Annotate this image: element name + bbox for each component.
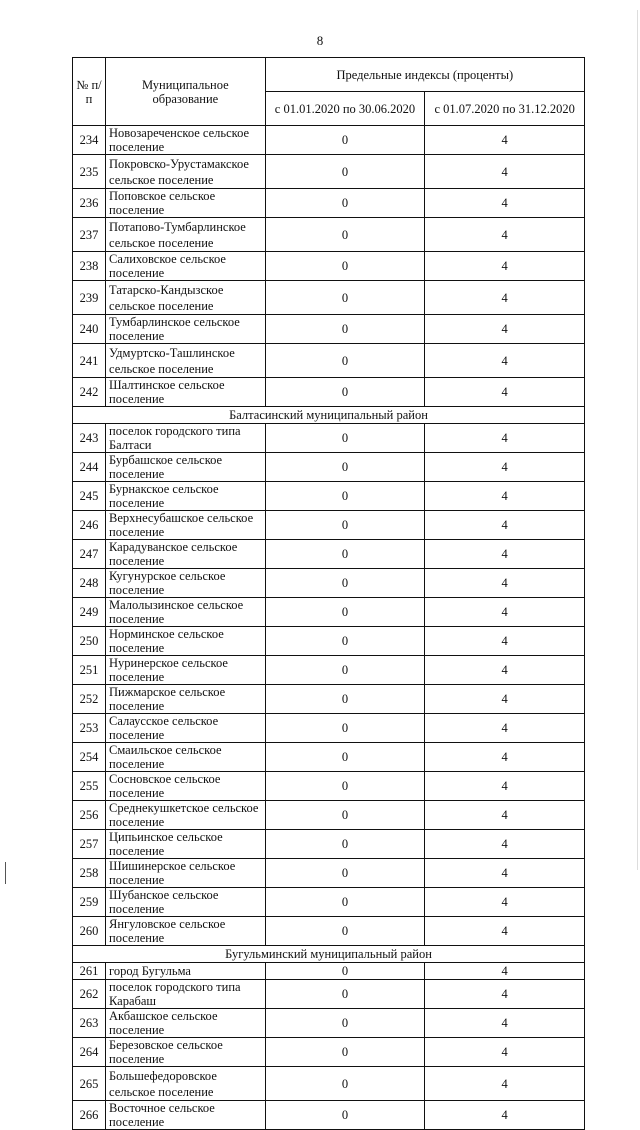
municipality-name: Смаильское сельское поселение: [106, 743, 266, 772]
row-number: 244: [73, 453, 106, 482]
index-period-1: 0: [265, 859, 425, 888]
municipality-name: Среднекушкетское сельское поселение: [106, 801, 266, 830]
municipality-name: Кугунурское сельское поселение: [106, 569, 266, 598]
table-row: [73, 743, 585, 772]
table-row: [73, 888, 585, 917]
index-period-1: 0: [265, 218, 425, 252]
municipality-name: Покровско-Урустамакское сельское поселение: [106, 155, 266, 189]
index-period-2: 4: [425, 1009, 585, 1038]
index-period-1: 0: [265, 126, 425, 155]
index-period-1: 0: [265, 252, 425, 281]
index-period-1: 0: [265, 772, 425, 801]
row-number: 241: [73, 344, 106, 378]
table-row: [73, 772, 585, 801]
index-period-2: 4: [425, 1101, 585, 1130]
row-number: 261: [73, 963, 106, 980]
table-row: [73, 1038, 585, 1067]
row-number: 251: [73, 656, 106, 685]
index-period-2: 4: [425, 598, 585, 627]
table-row: [73, 344, 585, 378]
index-period-1: 0: [265, 189, 425, 218]
row-number: 234: [73, 126, 106, 155]
row-number: 239: [73, 281, 106, 315]
municipality-name: Нуринерское сельское поселение: [106, 656, 266, 685]
index-period-2: 4: [425, 540, 585, 569]
index-period-1: 0: [265, 315, 425, 344]
index-period-2: 4: [425, 980, 585, 1009]
table-row: [73, 453, 585, 482]
index-period-2: 4: [425, 1038, 585, 1067]
municipality-name: Салаусское сельское поселение: [106, 714, 266, 743]
index-period-2: 4: [425, 963, 585, 980]
index-period-1: 0: [265, 714, 425, 743]
index-period-1: 0: [265, 917, 425, 946]
row-number: 266: [73, 1101, 106, 1130]
table-row: [73, 627, 585, 656]
table-row: [73, 126, 585, 155]
header-number: № п/п: [73, 58, 106, 126]
index-period-2: 4: [425, 511, 585, 540]
index-period-1: 0: [265, 980, 425, 1009]
municipality-name: Бурнакское сельское поселение: [106, 482, 266, 511]
index-period-1: 0: [265, 344, 425, 378]
index-period-1: 0: [265, 453, 425, 482]
index-period-2: 4: [425, 218, 585, 252]
index-period-2: 4: [425, 252, 585, 281]
row-number: 254: [73, 743, 106, 772]
table-row: [73, 218, 585, 252]
row-number: 259: [73, 888, 106, 917]
district-row: [73, 407, 585, 424]
row-number: 265: [73, 1067, 106, 1101]
row-number: 257: [73, 830, 106, 859]
row-number: 255: [73, 772, 106, 801]
district-title: Балтасинский муниципальный район: [73, 407, 585, 424]
page-number: 8: [316, 33, 324, 48]
municipality-name: Норминское сельское поселение: [106, 627, 266, 656]
table-row: [73, 830, 585, 859]
municipality-name: Поповское сельское поселение: [106, 189, 266, 218]
row-number: 237: [73, 218, 106, 252]
table-row: [73, 963, 585, 980]
municipality-name: поселок городского типа Балтаси: [106, 424, 266, 453]
table-row: [73, 281, 585, 315]
index-period-2: 4: [425, 344, 585, 378]
index-period-1: 0: [265, 685, 425, 714]
municipality-name: Акбашское сельское поселение: [106, 1009, 266, 1038]
municipality-name: Татарско-Кандызское сельское поселение: [106, 281, 266, 315]
municipality-name: Карадуванское сельское поселение: [106, 540, 266, 569]
index-period-1: 0: [265, 511, 425, 540]
row-number: 248: [73, 569, 106, 598]
municipality-name: поселок городского типа Карабаш: [106, 980, 266, 1009]
table-row: [73, 1009, 585, 1038]
index-period-1: 0: [265, 1038, 425, 1067]
municipality-name: Березовское сельское поселение: [106, 1038, 266, 1067]
table-row: [73, 656, 585, 685]
table-row: [73, 511, 585, 540]
table-row: [73, 801, 585, 830]
table-row: [73, 980, 585, 1009]
row-number: 264: [73, 1038, 106, 1067]
municipality-name: Удмуртско-Ташлинское сельское поселение: [106, 344, 266, 378]
index-period-1: 0: [265, 656, 425, 685]
index-period-2: 4: [425, 627, 585, 656]
row-number: 246: [73, 511, 106, 540]
index-period-1: 0: [265, 1067, 425, 1101]
index-period-2: 4: [425, 315, 585, 344]
table-row: [73, 917, 585, 946]
scan-artifact: [5, 862, 6, 884]
municipality-name: Шубанское сельское поселение: [106, 888, 266, 917]
row-number: 238: [73, 252, 106, 281]
index-period-2: 4: [425, 772, 585, 801]
index-period-1: 0: [265, 1101, 425, 1130]
row-number: 256: [73, 801, 106, 830]
indices-table: [72, 57, 585, 1130]
municipality-name: Малолызинское сельское поселение: [106, 598, 266, 627]
index-period-1: 0: [265, 482, 425, 511]
table-row: [73, 378, 585, 407]
table-row: [73, 252, 585, 281]
index-period-2: 4: [425, 859, 585, 888]
table-row: [73, 155, 585, 189]
row-number: 250: [73, 627, 106, 656]
index-period-1: 0: [265, 830, 425, 859]
index-period-2: 4: [425, 1067, 585, 1101]
municipality-name: Шишинерское сельское поселение: [106, 859, 266, 888]
index-period-2: 4: [425, 830, 585, 859]
row-number: 253: [73, 714, 106, 743]
index-period-2: 4: [425, 126, 585, 155]
index-period-2: 4: [425, 189, 585, 218]
table-row: [73, 540, 585, 569]
table-row: [73, 315, 585, 344]
index-period-1: 0: [265, 963, 425, 980]
table-row: [73, 714, 585, 743]
municipality-name: Шалтинское сельское поселение: [106, 378, 266, 407]
row-number: 263: [73, 1009, 106, 1038]
row-number: 247: [73, 540, 106, 569]
municipality-name: Потапово-Тумбарлинское сельское поселение: [106, 218, 266, 252]
index-period-2: 4: [425, 656, 585, 685]
row-number: 252: [73, 685, 106, 714]
header-period-2: с 01.07.2020 по 31.12.2020: [425, 92, 585, 126]
row-number: 249: [73, 598, 106, 627]
row-number: 262: [73, 980, 106, 1009]
index-period-1: 0: [265, 888, 425, 917]
index-period-1: 0: [265, 1009, 425, 1038]
index-period-1: 0: [265, 281, 425, 315]
index-period-2: 4: [425, 714, 585, 743]
district-title: Бугульминский муниципальный район: [73, 946, 585, 963]
row-number: 236: [73, 189, 106, 218]
table-row: [73, 1101, 585, 1130]
table-row: [73, 685, 585, 714]
municipality-name: Сосновское сельское поселение: [106, 772, 266, 801]
index-period-2: 4: [425, 155, 585, 189]
index-period-1: 0: [265, 569, 425, 598]
municipality-name: Восточное сельское поселение: [106, 1101, 266, 1130]
index-period-2: 4: [425, 281, 585, 315]
municipality-name: город Бугульма: [106, 963, 266, 980]
header-indices: Предельные индексы (проценты): [265, 58, 584, 92]
table-row: [73, 189, 585, 218]
municipality-name: Большефедоровское сельское поселение: [106, 1067, 266, 1101]
header-period-1: с 01.01.2020 по 30.06.2020: [265, 92, 425, 126]
municipality-name: Тумбарлинское сельское поселение: [106, 315, 266, 344]
index-period-2: 4: [425, 378, 585, 407]
scan-artifact-edge: [637, 10, 638, 870]
row-number: 260: [73, 917, 106, 946]
index-period-2: 4: [425, 424, 585, 453]
table-row: [73, 1067, 585, 1101]
index-period-2: 4: [425, 801, 585, 830]
table-row: [73, 482, 585, 511]
table-body: [73, 126, 585, 1130]
municipality-name: Бурбашское сельское поселение: [106, 453, 266, 482]
table-row: [73, 859, 585, 888]
municipality-name: Новозареченское сельское поселение: [106, 126, 266, 155]
index-period-2: 4: [425, 453, 585, 482]
table-row: [73, 598, 585, 627]
row-number: 235: [73, 155, 106, 189]
index-period-1: 0: [265, 627, 425, 656]
index-period-2: 4: [425, 743, 585, 772]
index-period-2: 4: [425, 482, 585, 511]
header-municipality: Муниципальное образование: [106, 58, 266, 126]
row-number: 242: [73, 378, 106, 407]
municipality-name: Верхнесубашское сельское поселение: [106, 511, 266, 540]
index-period-1: 0: [265, 801, 425, 830]
table-row: [73, 424, 585, 453]
row-number: 258: [73, 859, 106, 888]
index-period-1: 0: [265, 155, 425, 189]
index-period-2: 4: [425, 685, 585, 714]
municipality-name: Салиховское сельское поселение: [106, 252, 266, 281]
row-number: 240: [73, 315, 106, 344]
index-period-2: 4: [425, 569, 585, 598]
row-number: 243: [73, 424, 106, 453]
index-period-1: 0: [265, 598, 425, 627]
index-period-2: 4: [425, 917, 585, 946]
municipality-name: Ципьинское сельское поселение: [106, 830, 266, 859]
district-row: [73, 946, 585, 963]
municipality-name: Янгуловское сельское поселение: [106, 917, 266, 946]
index-period-2: 4: [425, 888, 585, 917]
index-period-1: 0: [265, 540, 425, 569]
index-period-1: 0: [265, 743, 425, 772]
index-period-1: 0: [265, 378, 425, 407]
table-row: [73, 569, 585, 598]
row-number: 245: [73, 482, 106, 511]
index-period-1: 0: [265, 424, 425, 453]
municipality-name: Пижмарское сельское поселение: [106, 685, 266, 714]
